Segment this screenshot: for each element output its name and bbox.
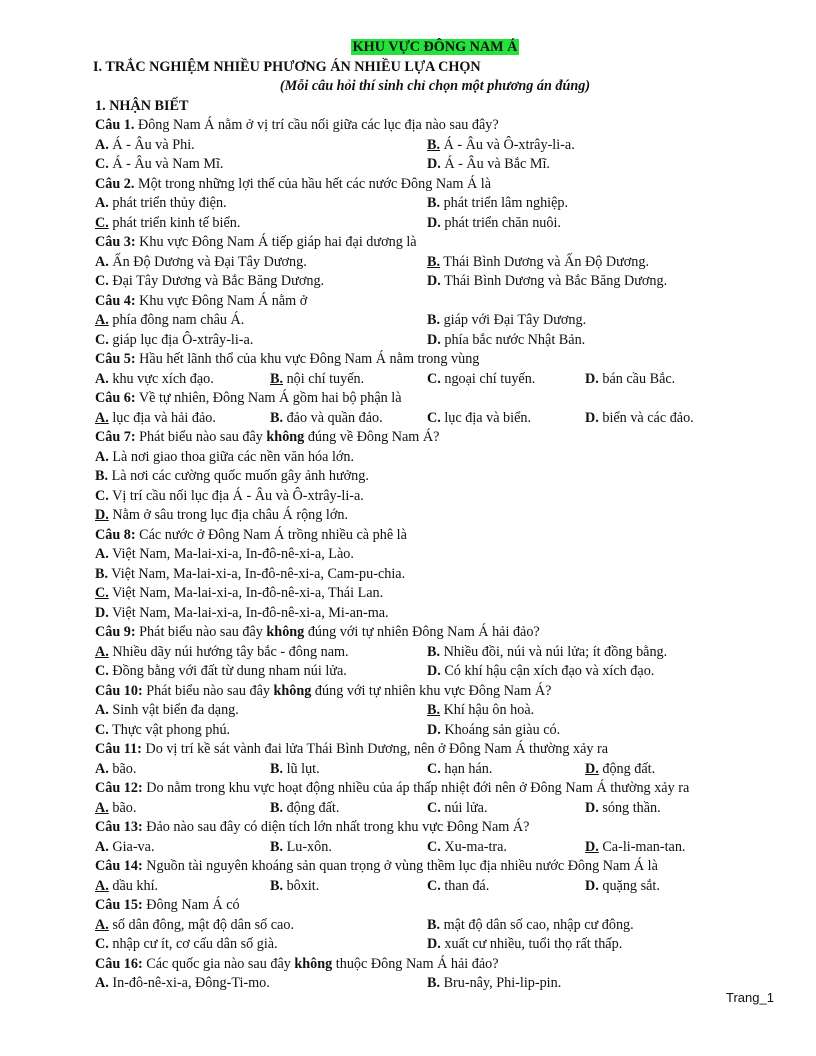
question-text: Về tự nhiên, Đông Nam Á gồm hai bộ phận là bbox=[135, 390, 402, 406]
question-label: Câu 7: bbox=[95, 429, 136, 445]
option-row bbox=[95, 604, 775, 624]
answer-option[interactable] bbox=[95, 605, 389, 621]
question-text: đúng với tự nhiên khu vực Đông Nam Á? bbox=[311, 682, 552, 699]
question-stem bbox=[95, 955, 775, 975]
option-key: D. bbox=[585, 877, 599, 894]
page-number: Trang_1 bbox=[726, 990, 774, 1005]
option-key: A. bbox=[95, 136, 109, 153]
option-text: nhập cư ít, cơ cấu dân số già. bbox=[108, 936, 278, 952]
option-key: D. bbox=[427, 273, 441, 289]
answer-option[interactable] bbox=[95, 488, 364, 504]
question-emphasis: không bbox=[273, 682, 312, 699]
question-label: Câu 2. bbox=[95, 175, 135, 192]
option-text: Nhiều dãy núi hướng tây bắc - đông nam. bbox=[108, 643, 349, 660]
question-text: Khu vực Đông Nam Á tiếp giáp hai đại dương là bbox=[135, 234, 417, 250]
level-heading: 1. NHẬN BIẾT bbox=[95, 97, 189, 114]
answer-option[interactable] bbox=[270, 760, 320, 780]
option-text: Nhiều đồi, núi và núi lửa; ít đồng bằng. bbox=[440, 643, 668, 660]
option-text: Bru-nây, Phi-lip-pin. bbox=[440, 975, 562, 991]
option-row bbox=[95, 584, 775, 604]
option-text: động đất. bbox=[598, 760, 656, 777]
option-key: C. bbox=[95, 663, 109, 679]
question-text: đúng về Đông Nam Á? bbox=[304, 429, 440, 445]
option-key: C. bbox=[95, 487, 109, 504]
option-key: B. bbox=[270, 877, 284, 894]
option-key-correct: D. bbox=[95, 507, 109, 523]
title-line bbox=[95, 38, 775, 58]
answer-option[interactable] bbox=[95, 721, 230, 741]
answer-option[interactable] bbox=[95, 799, 136, 819]
question-label: Câu 6: bbox=[95, 390, 136, 406]
option-key: A. bbox=[95, 253, 109, 270]
question-stem bbox=[95, 779, 775, 799]
option-text: khu vực xích đạo. bbox=[108, 370, 214, 387]
option-key: D. bbox=[427, 156, 441, 172]
option-key: C. bbox=[95, 156, 109, 172]
answer-option[interactable] bbox=[270, 799, 339, 819]
option-key: A. bbox=[95, 546, 109, 562]
option-row bbox=[95, 760, 775, 780]
option-text: Á - Âu và Nam Mĩ. bbox=[108, 156, 224, 172]
answer-option[interactable] bbox=[427, 974, 561, 994]
answer-option[interactable] bbox=[95, 194, 227, 214]
option-row bbox=[95, 838, 775, 858]
option-key: B. bbox=[270, 799, 284, 816]
option-key: D. bbox=[427, 721, 441, 738]
option-key-correct: A. bbox=[95, 799, 109, 816]
question-label: Câu 1. bbox=[95, 117, 135, 133]
option-key-correct: A. bbox=[95, 409, 109, 426]
question-label: Câu 14: bbox=[95, 858, 143, 874]
option-text: phát triển thủy điện. bbox=[108, 195, 227, 211]
option-row bbox=[95, 721, 775, 741]
option-text: Khí hậu ôn hoà. bbox=[440, 702, 535, 718]
answer-option[interactable] bbox=[427, 643, 667, 663]
option-text: ngoại chí tuyến. bbox=[440, 370, 536, 387]
option-key: A. bbox=[95, 702, 109, 718]
answer-option[interactable] bbox=[427, 799, 488, 819]
option-key: B. bbox=[427, 975, 441, 991]
answer-option[interactable] bbox=[585, 760, 655, 780]
option-row bbox=[95, 545, 775, 565]
option-text: Á - Âu và Phi. bbox=[108, 136, 195, 153]
answer-option[interactable] bbox=[585, 838, 685, 858]
option-text: Khoáng sản giàu có. bbox=[440, 721, 561, 738]
answer-option[interactable] bbox=[270, 877, 319, 897]
answer-option[interactable] bbox=[95, 253, 307, 273]
option-key: A. bbox=[95, 195, 109, 211]
option-row bbox=[95, 311, 775, 331]
question-text: Đảo nào sau đây có diện tích lớn nhất trong khu vực Đông Nam Á? bbox=[142, 819, 530, 835]
option-row bbox=[95, 487, 775, 507]
answer-option[interactable] bbox=[427, 331, 585, 351]
question-text: Một trong những lợi thế của hầu hết các nước Đông Nam Á là bbox=[134, 175, 492, 192]
option-row bbox=[95, 448, 775, 468]
option-text: phát triển kinh tế biển. bbox=[108, 214, 241, 231]
option-key-correct: C. bbox=[95, 214, 109, 231]
question-stem bbox=[95, 857, 775, 877]
question-stem bbox=[95, 350, 775, 370]
option-key: B. bbox=[427, 643, 441, 660]
question-stem bbox=[95, 175, 775, 195]
option-text: Xu-ma-tra. bbox=[440, 838, 507, 855]
option-key: C. bbox=[427, 409, 441, 426]
answer-option[interactable] bbox=[427, 370, 535, 390]
answer-option[interactable] bbox=[95, 935, 278, 955]
option-key: D. bbox=[585, 370, 599, 387]
option-key: A. bbox=[95, 975, 109, 991]
option-row bbox=[95, 643, 775, 663]
answer-option[interactable] bbox=[427, 214, 561, 234]
option-key-correct: B. bbox=[427, 702, 441, 718]
option-text: Sinh vật biển đa dạng. bbox=[108, 702, 239, 718]
question-text: Phát biểu nào sau đây bbox=[135, 429, 267, 445]
option-row bbox=[95, 253, 775, 273]
option-key: D. bbox=[427, 331, 441, 348]
answer-option[interactable] bbox=[95, 662, 347, 682]
option-row bbox=[95, 916, 775, 936]
option-key: B. bbox=[270, 760, 284, 777]
question-label: Câu 5: bbox=[95, 351, 136, 367]
option-text: nội chí tuyến. bbox=[283, 370, 365, 387]
option-text: phía bắc nước Nhật Bản. bbox=[440, 331, 586, 348]
option-key-correct: A. bbox=[95, 643, 109, 660]
option-key: C. bbox=[427, 799, 441, 816]
answer-option[interactable] bbox=[95, 214, 240, 234]
option-text: giáp lục địa Ô-xtrây-li-a. bbox=[108, 331, 254, 348]
question-text: Các nước ở Đông Nam Á trồng nhiều cà phê là bbox=[135, 526, 407, 543]
option-key: B. bbox=[427, 312, 441, 328]
question-text: Nguồn tài nguyên khoáng sản quan trọng ở vùng thềm lục địa nhiều nước Đông Nam Á là bbox=[142, 858, 658, 874]
option-row bbox=[95, 506, 775, 526]
question-stem bbox=[95, 623, 775, 643]
option-row bbox=[95, 370, 775, 390]
option-text: dầu khí. bbox=[108, 877, 159, 894]
option-key-correct: A. bbox=[95, 312, 109, 328]
option-key: B. bbox=[95, 565, 109, 582]
option-key-correct: D. bbox=[585, 838, 599, 855]
answer-option[interactable] bbox=[95, 974, 270, 994]
option-text: xuất cư nhiều, tuổi thọ rất thấp. bbox=[440, 936, 623, 952]
option-text: giáp với Đại Tây Dương. bbox=[440, 312, 587, 328]
option-key: D. bbox=[427, 663, 441, 679]
answer-option[interactable] bbox=[95, 272, 324, 292]
option-key: A. bbox=[95, 448, 109, 465]
question-label: Câu 3: bbox=[95, 234, 136, 250]
answer-option[interactable] bbox=[427, 760, 492, 780]
option-text: quặng sắt. bbox=[598, 877, 660, 894]
answer-option[interactable] bbox=[95, 449, 354, 465]
option-key: D. bbox=[95, 604, 109, 621]
option-row bbox=[95, 272, 775, 292]
answer-option[interactable] bbox=[427, 194, 568, 214]
question-text: Các quốc gia nào sau đây bbox=[142, 955, 295, 972]
question-text: Phát biểu nào sau đây bbox=[135, 624, 267, 640]
option-text: Việt Nam, Ma-lai-xi-a, In-đô-nê-xi-a, Cam-pu-chia. bbox=[108, 565, 406, 582]
option-key: A. bbox=[95, 760, 109, 777]
option-key: C. bbox=[95, 273, 109, 289]
option-row bbox=[95, 409, 775, 429]
answer-option[interactable] bbox=[95, 136, 195, 156]
question-text: Phát biểu nào sau đây bbox=[142, 682, 274, 699]
question-emphasis: không bbox=[266, 429, 305, 445]
option-key: D. bbox=[427, 214, 441, 231]
instruction-text: (Mỗi câu hỏi thí sinh chỉ chọn một phương án đúng) bbox=[279, 78, 591, 94]
option-text: phía đông nam châu Á. bbox=[108, 312, 245, 328]
option-text: Ca-li-man-tan. bbox=[598, 838, 686, 855]
option-text: phát triển lâm nghiệp. bbox=[440, 195, 569, 211]
option-text: Là nơi giao thoa giữa các nền văn hóa lớn. bbox=[108, 448, 355, 465]
option-text: Việt Nam, Ma-lai-xi-a, In-đô-nê-xi-a, Mi-an-ma. bbox=[108, 604, 389, 621]
option-row bbox=[95, 662, 775, 682]
answer-option[interactable] bbox=[427, 253, 649, 273]
option-text: Lu-xôn. bbox=[283, 838, 332, 855]
answer-option[interactable] bbox=[95, 311, 244, 331]
option-key-correct: C. bbox=[95, 585, 109, 601]
answer-option[interactable] bbox=[427, 877, 489, 897]
option-text: Ấn Độ Dương và Đại Tây Dương. bbox=[108, 253, 307, 270]
option-text: lục địa và hải đảo. bbox=[108, 409, 216, 426]
answer-option[interactable] bbox=[95, 838, 155, 858]
option-text: phát triển chăn nuôi. bbox=[440, 214, 561, 231]
document-title: KHU VỰC ĐÔNG NAM Á bbox=[352, 39, 518, 55]
option-key: A. bbox=[95, 838, 109, 855]
option-key: C. bbox=[427, 838, 441, 855]
option-row bbox=[95, 194, 775, 214]
question-stem bbox=[95, 428, 775, 448]
option-text: núi lửa. bbox=[440, 799, 488, 816]
option-key: B. bbox=[427, 195, 441, 211]
question-text: Do vị trí kề sát vành đai lửa Thái Bình Dương, nên ở Đông Nam Á thường xảy ra bbox=[141, 741, 609, 757]
answer-option[interactable] bbox=[95, 566, 405, 582]
option-text: lục địa và biển. bbox=[440, 409, 532, 426]
answer-option[interactable] bbox=[95, 331, 253, 351]
answer-option[interactable] bbox=[270, 838, 332, 858]
answer-option[interactable] bbox=[427, 916, 634, 936]
option-text: Á - Âu và Bắc Mĩ. bbox=[440, 156, 550, 172]
answer-option[interactable] bbox=[427, 662, 654, 682]
question-label: Câu 16: bbox=[95, 955, 143, 972]
answer-option[interactable] bbox=[95, 155, 223, 175]
option-row bbox=[95, 214, 775, 234]
answer-option[interactable] bbox=[427, 136, 575, 156]
option-text: Thái Bình Dương và Ấn Độ Dương. bbox=[440, 253, 650, 270]
option-text: đảo và quần đảo. bbox=[283, 409, 383, 426]
option-text: Thái Bình Dương và Bắc Băng Dương. bbox=[440, 273, 668, 289]
answer-option[interactable] bbox=[95, 877, 158, 897]
option-key: C. bbox=[427, 370, 441, 387]
question-stem bbox=[95, 389, 775, 409]
option-text: bão. bbox=[108, 760, 137, 777]
answer-option[interactable] bbox=[95, 643, 349, 663]
option-text: Đồng bằng với đất từ dung nham núi lửa. bbox=[108, 663, 347, 679]
question-text: Đông Nam Á nằm ở vị trí cầu nối giữa các lục địa nào sau đây? bbox=[134, 117, 499, 133]
option-key-correct: B. bbox=[427, 253, 441, 270]
option-text: mật độ dân số cao, nhập cư đông. bbox=[440, 916, 634, 933]
answer-option[interactable] bbox=[427, 311, 586, 331]
question-stem bbox=[95, 116, 775, 136]
answer-option[interactable] bbox=[427, 838, 507, 858]
option-row bbox=[95, 974, 775, 994]
question-label: Câu 12: bbox=[95, 780, 143, 796]
section-heading: I. TRẮC NGHIỆM NHIỀU PHƯƠNG ÁN NHIỀU LỰA CHỌN bbox=[93, 58, 481, 75]
option-key: B. bbox=[427, 916, 441, 933]
option-text: bán cầu Bắc. bbox=[598, 370, 676, 387]
answer-option[interactable] bbox=[427, 272, 667, 292]
question-stem bbox=[95, 896, 775, 916]
answer-option[interactable] bbox=[95, 760, 136, 780]
question-label: Câu 9: bbox=[95, 624, 136, 640]
option-row bbox=[95, 565, 775, 585]
option-key: B. bbox=[95, 468, 109, 484]
option-key-correct: B. bbox=[427, 136, 441, 153]
option-text: số dân đông, mật độ dân số cao. bbox=[108, 916, 294, 933]
option-key: C. bbox=[95, 331, 109, 348]
option-key: D. bbox=[427, 936, 441, 952]
option-text: Việt Nam, Ma-lai-xi-a, In-đô-nê-xi-a, Thái Lan. bbox=[108, 585, 384, 601]
answer-option[interactable] bbox=[95, 468, 369, 484]
option-key: D. bbox=[585, 409, 599, 426]
answer-option[interactable] bbox=[585, 409, 694, 429]
question-stem bbox=[95, 818, 775, 838]
option-text: Việt Nam, Ma-lai-xi-a, In-đô-nê-xi-a, Lào. bbox=[108, 546, 354, 562]
option-row bbox=[95, 935, 775, 955]
answer-option[interactable] bbox=[270, 370, 364, 390]
question-label: Câu 15: bbox=[95, 897, 143, 913]
option-text: biển và các đảo. bbox=[598, 409, 694, 426]
option-key: C. bbox=[95, 936, 109, 952]
option-text: động đất. bbox=[283, 799, 340, 816]
option-key-correct: B. bbox=[270, 370, 284, 387]
answer-option[interactable] bbox=[427, 409, 531, 429]
question-label: Câu 4: bbox=[95, 292, 136, 309]
option-text: Đại Tây Dương và Bắc Băng Dương. bbox=[108, 273, 325, 289]
option-key: C. bbox=[427, 760, 441, 777]
option-text: Vị trí cầu nối lục địa Á - Âu và Ô-xtrây-li-a. bbox=[108, 487, 364, 504]
option-row bbox=[95, 136, 775, 156]
option-row bbox=[95, 331, 775, 351]
answer-option[interactable] bbox=[585, 370, 675, 390]
option-key-correct: A. bbox=[95, 916, 109, 933]
option-key: B. bbox=[270, 409, 284, 426]
option-text: Có khí hậu cận xích đạo và xích đạo. bbox=[440, 663, 655, 679]
answer-option[interactable] bbox=[95, 701, 239, 721]
question-label: Câu 8: bbox=[95, 526, 136, 543]
option-key-correct: A. bbox=[95, 877, 109, 894]
question-text: thuộc Đông Nam Á hải đảo? bbox=[332, 955, 499, 972]
question-stem bbox=[95, 233, 775, 253]
question-label: Câu 11: bbox=[95, 741, 142, 757]
answer-option[interactable] bbox=[95, 916, 294, 936]
answer-option[interactable] bbox=[427, 935, 622, 955]
option-key-correct: D. bbox=[585, 760, 599, 777]
answer-option[interactable] bbox=[585, 799, 661, 819]
answer-option[interactable] bbox=[585, 877, 660, 897]
option-text: than đá. bbox=[440, 877, 490, 894]
answer-option[interactable] bbox=[95, 409, 216, 429]
option-text: Thực vật phong phú. bbox=[108, 721, 231, 738]
question-stem bbox=[95, 740, 775, 760]
answer-option[interactable] bbox=[95, 585, 383, 601]
question-stem bbox=[95, 526, 775, 546]
option-text: Á - Âu và Ô-xtrây-li-a. bbox=[440, 136, 575, 153]
document-page bbox=[95, 38, 775, 994]
answer-option[interactable] bbox=[427, 721, 560, 741]
option-key: C. bbox=[427, 877, 441, 894]
option-text: hạn hán. bbox=[440, 760, 493, 777]
question-label: Câu 10: bbox=[95, 682, 143, 699]
question-text: Đông Nam Á có bbox=[142, 897, 240, 913]
question-label: Câu 13: bbox=[95, 819, 143, 835]
option-row bbox=[95, 155, 775, 175]
question-stem bbox=[95, 292, 775, 312]
option-row bbox=[95, 799, 775, 819]
option-text: In-đô-nê-xi-a, Đông-Ti-mo. bbox=[108, 975, 270, 991]
option-text: Nằm ở sâu trong lục địa châu Á rộng lớn. bbox=[108, 507, 348, 523]
answer-option[interactable] bbox=[427, 701, 534, 721]
question-text: Hầu hết lãnh thổ của khu vực Đông Nam Á nằm trong vùng bbox=[135, 351, 480, 367]
question-emphasis: không bbox=[266, 624, 305, 640]
option-text: sóng thần. bbox=[598, 799, 661, 816]
answer-option[interactable] bbox=[95, 507, 348, 523]
option-row bbox=[95, 467, 775, 487]
option-key: D. bbox=[585, 799, 599, 816]
answer-option[interactable] bbox=[95, 546, 354, 562]
option-key: A. bbox=[95, 370, 109, 387]
question-emphasis: không bbox=[294, 955, 333, 972]
answer-option[interactable] bbox=[95, 370, 214, 390]
option-text: bão. bbox=[108, 799, 137, 816]
question-text: Do nằm trong khu vực hoạt động nhiều của áp thấp nhiệt đới nên ở Đông Nam Á thường xảy ra bbox=[142, 780, 690, 796]
question-text: đúng với tự nhiên Đông Nam Á hải đảo? bbox=[304, 624, 540, 640]
answer-option[interactable] bbox=[270, 409, 383, 429]
option-key: B. bbox=[270, 838, 284, 855]
option-text: bôxit. bbox=[283, 877, 320, 894]
option-text: Là nơi các cường quốc muốn gây ảnh hưởng. bbox=[108, 468, 369, 484]
answer-option[interactable] bbox=[427, 155, 550, 175]
option-row bbox=[95, 877, 775, 897]
option-key: C. bbox=[95, 721, 109, 738]
option-text: Gia-va. bbox=[108, 838, 155, 855]
question-stem bbox=[95, 682, 775, 702]
option-row bbox=[95, 701, 775, 721]
question-text: Khu vực Đông Nam Á nằm ở bbox=[135, 292, 308, 309]
option-text: lũ lụt. bbox=[283, 760, 320, 777]
question-list bbox=[95, 116, 775, 994]
